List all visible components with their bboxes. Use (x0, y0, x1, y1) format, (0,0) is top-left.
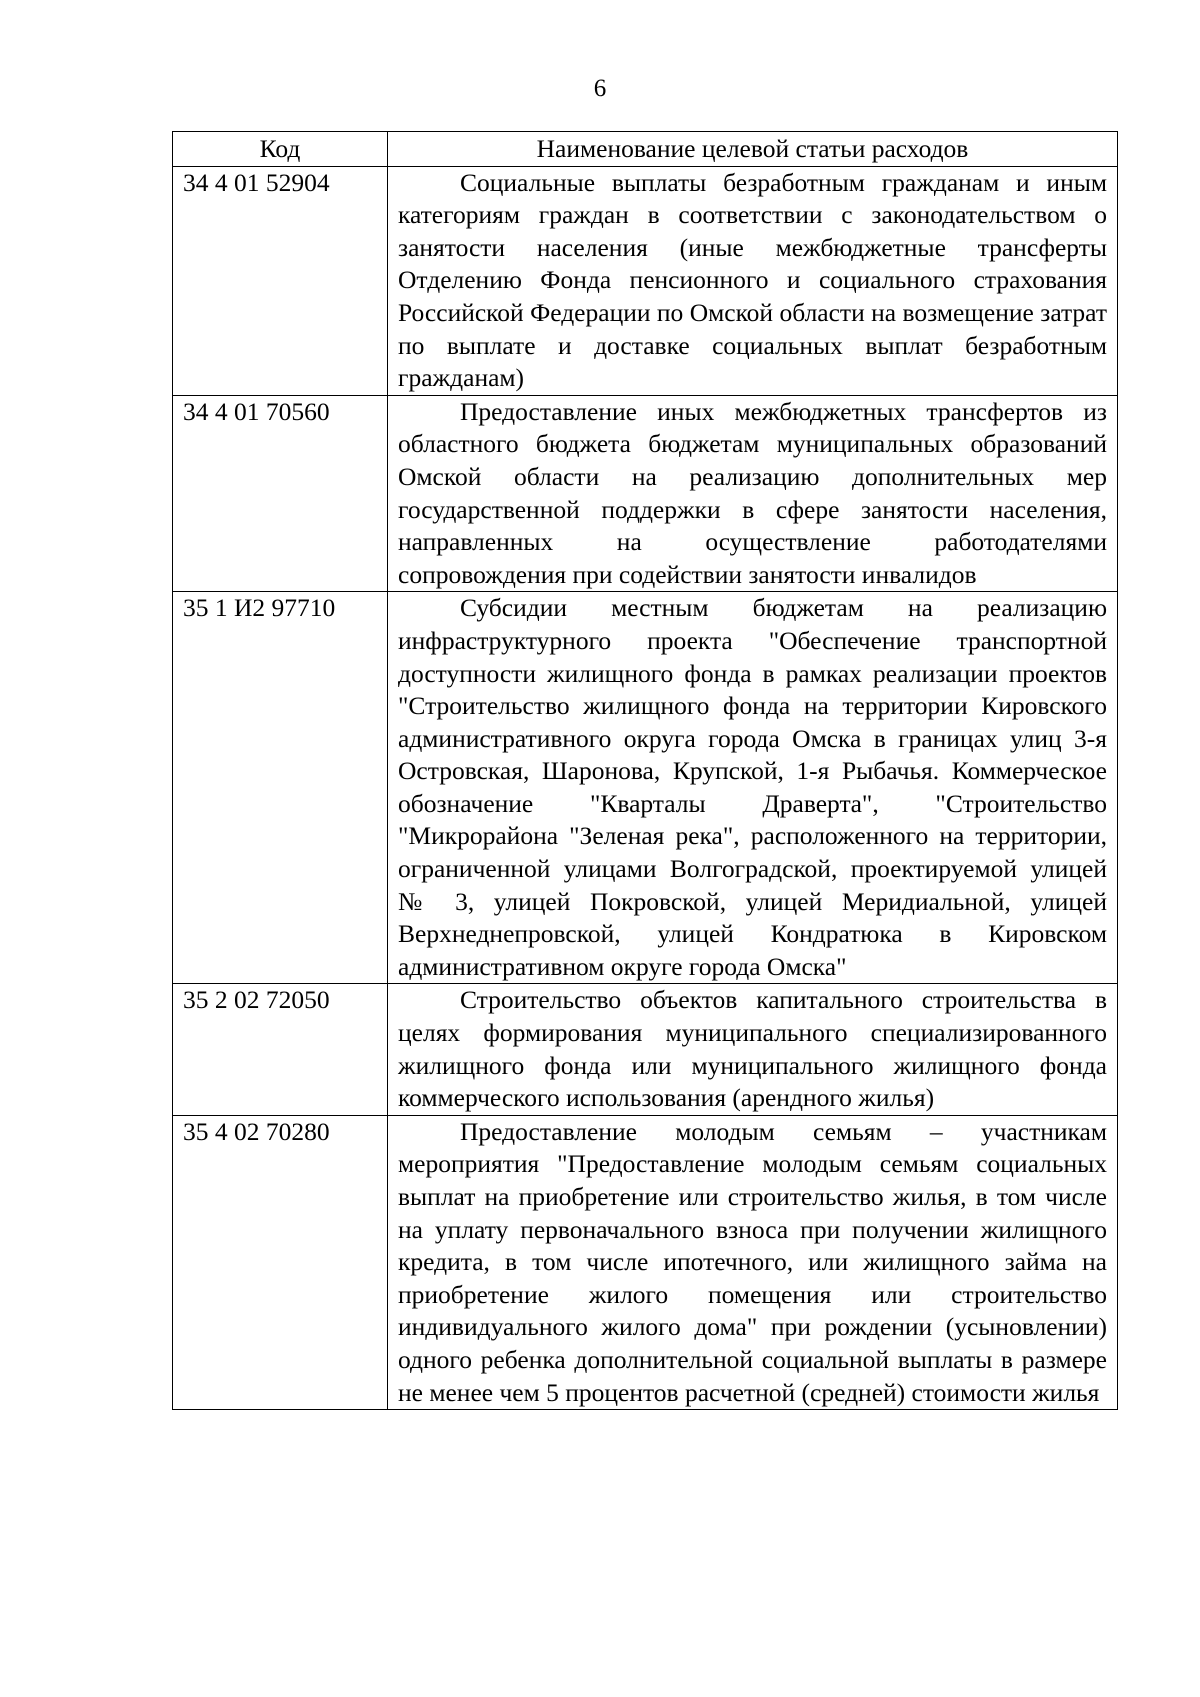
header-name: Наименование целевой статьи расходов (388, 132, 1118, 167)
row-name: Социальные выплаты безработным гражданам и иным категориям граждан в соответствии с законодательством о занятости населения (иные межбюджетные трансферты Отделению Фонда пенсионного и социального страхования Российской Федерации по Омской области на возмещение затрат по выплате и доставке социальных выплат безработным гражданам) (388, 166, 1118, 395)
row-name: Предоставление иных межбюджетных трансфертов из областного бюджета бюджетам муниципальных образований Омской области на реализацию дополнительных мер государственной поддержки в сфере занятости населения, направленных на осуществление работодателями сопровождения при содействии занятости инвалидов (388, 395, 1118, 592)
row-name: Субсидии местным бюджетам на реализацию инфраструктурного проекта "Обеспечение транспортной доступности жилищного фонда в рамках реализации проектов "Строительство жилищного фонда на территории Кировского административного округа города Омска в границах улиц 3-я Островская, Шаронова, Крупской, 1-я Рыбачья. Коммерческое обозначение "Кварталы Дравертa", "Строительство "Микрорайона "Зеленая река", расположенного на территории, ограниченной улицами Волгоградской, проектируемой улицей № 3, улицей Покровской, улицей Меридиальной, улицей Верхнеднепровской, улицей Кондратюка в Кировском административном округе города Омска" (388, 592, 1118, 984)
page-number: 6 (593, 75, 607, 102)
table-row (173, 395, 1118, 592)
row-code: 34 4 01 70560 (173, 395, 388, 592)
table-row (173, 592, 1118, 984)
row-code: 35 1 И2 97710 (173, 592, 388, 984)
table-header-row (173, 132, 1118, 167)
row-code: 35 2 02 72050 (173, 984, 388, 1115)
table-row (173, 1115, 1118, 1409)
row-code: 34 4 01 52904 (173, 166, 388, 395)
row-name: Предоставление молодым семьям – участникам мероприятия "Предоставление молодым семьям социальных выплат на приобретение или строительство жилья, в том числе на уплату первоначального взноса при получении жилищного кредита, в том числе ипотечного, или жилищного займа на приобретение жилого помещения или строительство индивидуального жилого дома" при рождении (усыновлении) одного ребенка дополнительной социальной выплаты в размере не менее чем 5 процентов расчетной (средней) стоимости жилья (388, 1115, 1118, 1409)
row-code: 35 4 02 70280 (173, 1115, 388, 1409)
header-code: Код (173, 132, 388, 167)
budget-article-table (172, 131, 1118, 1410)
row-name: Строительство объектов капитального строительства в целях формирования муниципального специализированного жилищного фонда или муниципального жилищного фонда коммерческого использования (арендного жилья) (388, 984, 1118, 1115)
table-row (173, 166, 1118, 395)
table-row (173, 984, 1118, 1115)
